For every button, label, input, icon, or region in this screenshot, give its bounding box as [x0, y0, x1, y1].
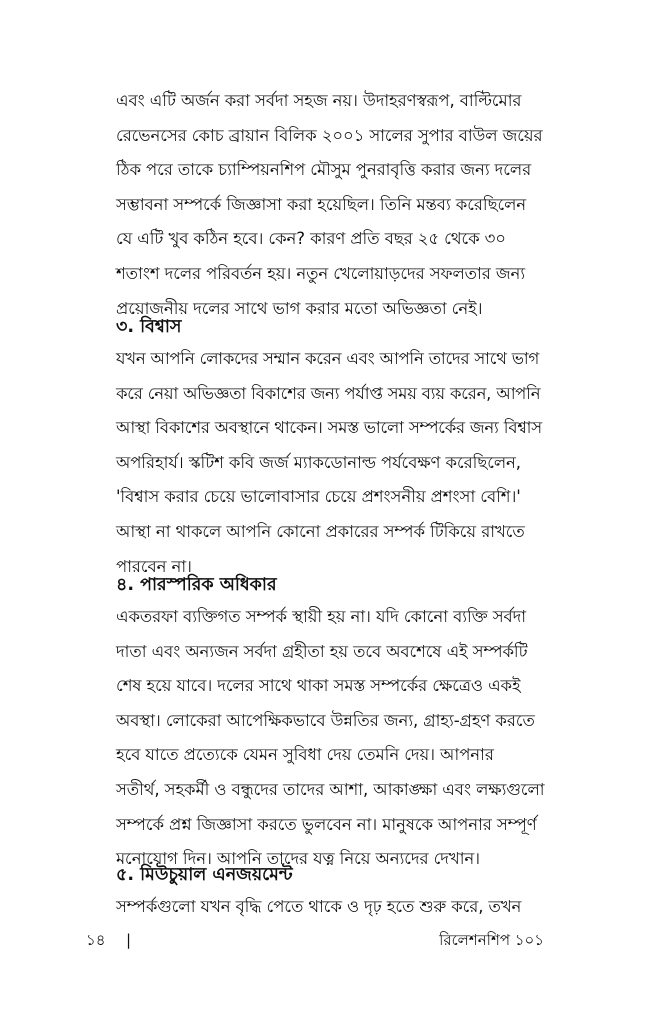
section-4-heading: ৪. পারস্পরিক অধিকার — [116, 575, 277, 595]
section-3-heading: ৩. বিশ্বাস — [116, 317, 182, 337]
text-line: হবে যাতে প্রত্যেকে যেমন সুবিধা দেয় তেমনি দেয়। আপনার — [116, 745, 494, 765]
text-line: আস্থা বিকাশের অবস্থানে থাকেন। সমস্ত ভালো সম্পর্কের জন্য বিশ্বাস — [116, 418, 542, 438]
text-line: পারবেন না। — [116, 556, 192, 576]
text-line: রেভেনসের কোচ ব্রায়ান বিলিক ২০০১ সালের সুপার বাউল জয়ের — [116, 125, 543, 145]
text-line: যখন আপনি লোকদের সম্মান করেন এবং আপনি তাদের সাথে ভাগ — [116, 349, 540, 368]
intro-paragraph — [116, 84, 543, 326]
text-line: দাতা এবং অন্যজন সর্বদা গ্রহীতা হয় তবে অবশেষে এই সম্পর্কটি — [116, 641, 528, 661]
text-line: করে নেয়া অভিজ্ঞতা বিকাশের জন্য পর্যাপ্ত সময় ব্যয় করেন, আপনি — [116, 383, 541, 403]
section-5-heading: ৫. মিউচুয়াল এনজয়মেন্ট — [116, 865, 293, 885]
text-line: অপরিহার্য। স্কটিশ কবি জর্জ ম্যাকডোনাল্ড পর্যবেক্ষণ করেছিলেন, — [116, 452, 521, 472]
text-line: একতরফা ব্যক্তিগত সম্পর্ক স্থায়ী হয় না। যদি কোনো ব্যক্তি সর্বদা — [116, 607, 526, 626]
text-line: শতাংশ দলের পরিবর্তন হয়। নতুন খেলোয়াড়দের সফলতার জন্য — [116, 263, 526, 283]
text-line: সতীর্থ, সহকর্মী ও বন্ধুদের তাদের আশা, আকাঙ্ক্ষা এবং লক্ষ্যগুলো — [116, 779, 545, 799]
footer-separator: | — [126, 931, 132, 949]
section-5-paragraph — [116, 890, 521, 925]
text-line: অবস্থা। লোকেরা আপেক্ষিকভাবে উন্নতির জন্য, গ্রাহ্য-গ্রহণ করতে — [116, 710, 535, 730]
text-line: ঠিক পরে তাকে চ্যাম্পিয়নশিপ মৌসুম পুনরাবৃত্তি করার জন্য দলের — [116, 160, 532, 180]
text-line: শেষ হয়ে যাবে। দলের সাথে থাকা সমস্ত সম্পর্কের ক্ষেত্রেও একই — [116, 676, 521, 696]
page-number: ১৪ — [86, 931, 106, 949]
text-line: সম্পর্কে প্রশ্ন জিজ্ঞাসা করতে ভুলবেন না। মানুষকে আপনার সম্পূর্ণ — [116, 814, 537, 834]
text-line: 'বিশ্বাস করার চেয়ে ভালোবাসার চেয়ে প্রশংসনীয় প্রশংসা বেশি।' — [116, 487, 521, 507]
text-line: সম্ভাবনা সম্পর্কে জিজ্ঞাসা করা হয়েছিল। তিনি মন্তব্য করেছিলেন — [116, 194, 527, 214]
text-line: আস্থা না থাকলে আপনি কোনো প্রকারের সম্পর্ক টিকিয়ে রাখতে — [116, 521, 525, 541]
text-line: এবং এটি অর্জন করা সর্বদা সহজ নয়। উদাহরণস্বরূপ, বাল্টিমোর — [116, 91, 522, 110]
section-3-paragraph — [116, 342, 542, 584]
text-line: মনোযোগ দিন। আপনি তাদের যত্ন নিয়ে অন্যদের দেখান। — [116, 849, 480, 869]
text-line: যে এটি খুব কঠিন হবে। কেন? কারণ প্রতি বছর ২৫ থেকে ৩০ — [116, 229, 506, 249]
section-4-paragraph — [116, 600, 544, 877]
text-line: প্রয়োজনীয় দলের সাথে ভাগ করার মতো অভিজ্ঞতা নেই। — [116, 298, 483, 318]
running-title: রিলেশনশিপ ১০১ — [439, 931, 544, 949]
text-line: সম্পর্কগুলো যখন বৃদ্ধি পেতে থাকে ও দৃঢ় হতে শুরু করে, তখন — [116, 897, 522, 916]
